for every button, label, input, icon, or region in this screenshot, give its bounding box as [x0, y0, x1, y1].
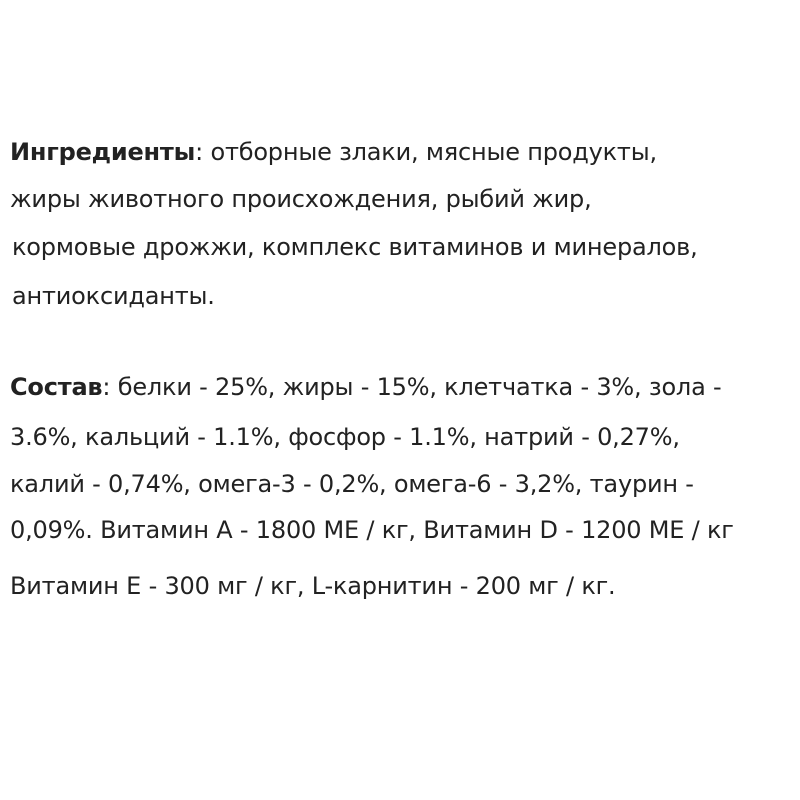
composition-line: 3.6%, кальций - 1.1%, фосфор - 1.1%, натрий - 0,27%, [10, 423, 680, 451]
composition-line: Витамин Е - 300 мг / кг, L-карнитин - 200 мг / кг. [10, 572, 616, 600]
composition-line: калий - 0,74%, омега-3 - 0,2%, омега-6 - 3,2%, таурин - [10, 470, 694, 498]
ingredients-line: кормовые дрожжи, комплекс витаминов и минералов, [12, 233, 698, 261]
composition-text: : белки - 25%, жиры - 15%, клетчатка - 3%, зола - [102, 373, 722, 401]
composition-line: 0,09%. Витамин А - 1800 МЕ / кг, Витамин D - 1200 МЕ / кг [10, 516, 734, 544]
ingredients-line: жиры животного происхождения, рыбий жир, [10, 185, 592, 213]
ingredients-label: Ингредиенты [10, 138, 196, 166]
composition-label: Состав [10, 373, 103, 401]
ingredients-text: : отборные злаки, мясные продукты, [195, 138, 657, 166]
ingredients-line: антиоксиданты. [12, 282, 215, 310]
ingredients-line [10, 137, 657, 167]
composition-line [10, 372, 721, 402]
